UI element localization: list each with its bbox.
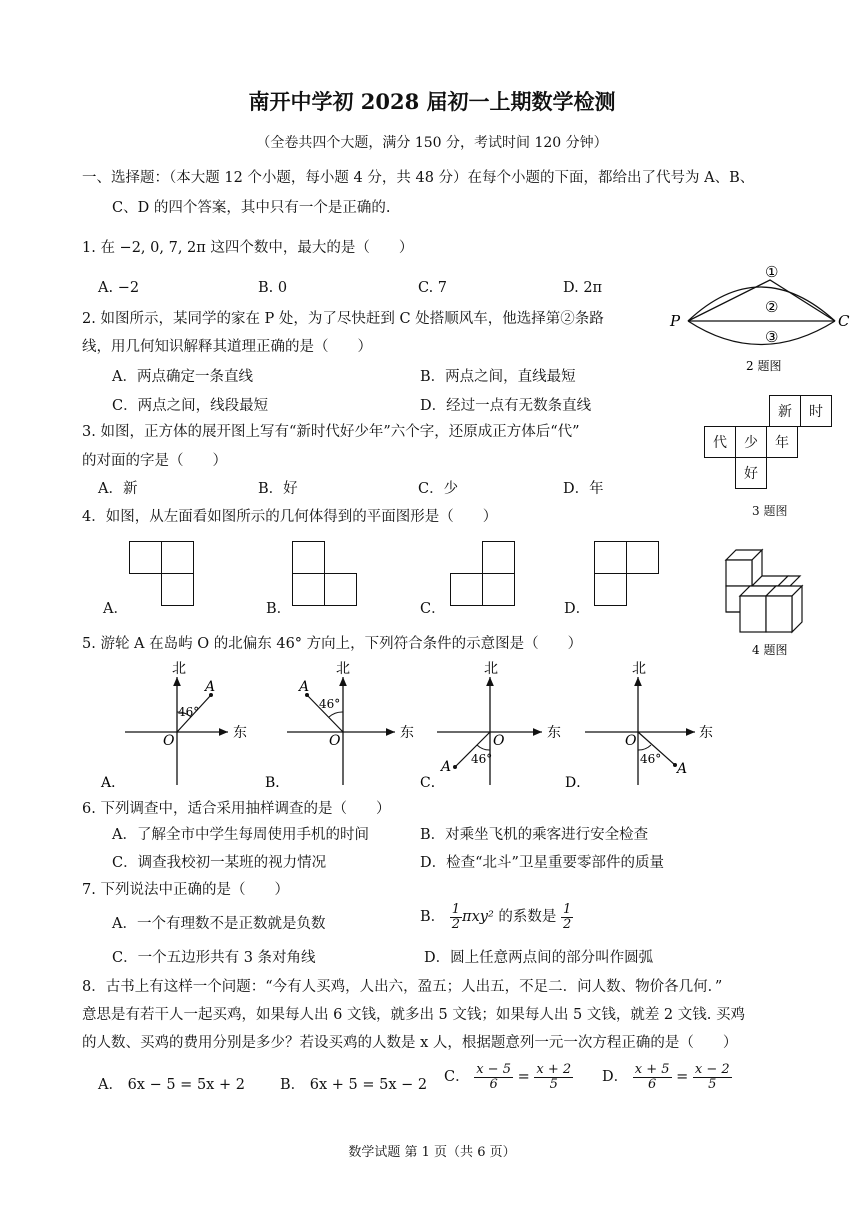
q5-d-north: 北: [632, 661, 646, 677]
q2-route-3-label: ③: [765, 328, 779, 346]
q5-a-east: 东: [233, 725, 247, 741]
q5-c-label: C．: [420, 775, 445, 791]
q5-diagrams: [95, 655, 735, 795]
q5-c-origin: O: [493, 733, 505, 749]
q1-option-b[interactable]: B. 0: [258, 280, 288, 296]
q8-line1: 8．古书上有这样一个问题：“今有人买鸡，人出六，盈五；人出五，不足二．问人数、物价各几何．”: [82, 979, 723, 995]
q8-d-l-num: x + 5: [634, 1062, 670, 1077]
q7-b-frac-num: 1: [451, 902, 461, 917]
q3-option-a[interactable]: A．新: [98, 481, 138, 497]
q8-option-c[interactable]: C． $\frac{x - 5}{6}$ = $\frac{x + 2}{5}$: [444, 1062, 572, 1092]
q8-c-r-num: x + 2: [536, 1062, 572, 1077]
q6-option-a[interactable]: A．了解全市中学生每周使用手机的时间: [112, 827, 369, 843]
q7-option-c[interactable]: C．一个五边形共有 3 条对角线: [112, 950, 316, 966]
q5-stem: 5. 游轮 A 在岛屿 O 的北偏东 46° 方向上，下列符合条件的示意图是（ ）: [82, 636, 583, 652]
q8-d-label: D．: [602, 1069, 629, 1086]
q5-d-east: 东: [699, 725, 713, 741]
q5-option-c[interactable]: [420, 661, 561, 791]
q8-c-label: C．: [444, 1069, 470, 1086]
page-subtitle: （全卷共四个大题，满分 150 分，考试时间 120 分钟）: [256, 135, 608, 151]
net-cell: 代: [704, 426, 736, 458]
q8-line3: 的人数、买鸡的费用分别是多少？若设买鸡的人数是 x 人，根据题意列一元一次方程正确的是（ ）: [82, 1035, 738, 1051]
q5-b-point: A: [299, 679, 310, 695]
q5-a-point: A: [205, 679, 216, 695]
q7-b-ans-num: 1: [562, 902, 572, 917]
q5-b-label: B．: [265, 775, 290, 791]
q3-stem-line1: 3. 如图，正方体的展开图上写有“新时代好少年”六个字，还原成正方体后“代”: [82, 424, 580, 440]
q7-option-b[interactable]: [420, 903, 573, 931]
q2-option-c[interactable]: C．两点之间，线段最短: [112, 398, 269, 414]
q5-a-origin: O: [163, 733, 175, 749]
q2-route-figure: [660, 258, 860, 378]
q2-stem-line2: 线，用几何知识解释其道理正确的是（ ）: [82, 339, 372, 355]
q2-option-a[interactable]: A．两点确定一条直线: [112, 369, 253, 385]
q5-b-angle: 46°: [319, 697, 341, 711]
q2-point-c: C: [838, 312, 850, 330]
q8-option-a[interactable]: A． 6x − 5 = 5x + 2: [98, 1077, 245, 1093]
q4-option-c-label: C．: [420, 601, 446, 617]
q4-option-d-label: D．: [564, 601, 591, 617]
q5-option-a[interactable]: [100, 661, 247, 791]
q4-figure-caption: 4 题图: [752, 643, 788, 657]
q6-option-c[interactable]: C．调查我校初一某班的视力情况: [112, 855, 327, 871]
q1-option-a[interactable]: A. −2: [98, 280, 140, 296]
q4-option-b-label: B．: [266, 601, 292, 617]
q2-route-2-label: ②: [765, 298, 779, 316]
q5-c-point: A: [441, 759, 452, 775]
q2-option-d[interactable]: D．经过一点有无数条直线: [420, 398, 592, 414]
q5-b-east: 东: [400, 725, 414, 741]
q6-option-b[interactable]: B．对乘坐飞机的乘客进行安全检查: [420, 827, 649, 843]
q4-stem: 4．如图，从左面看如图所示的几何体得到的平面图形是（ ）: [82, 509, 498, 525]
q8-option-b[interactable]: B． 6x + 5 = 5x − 2: [280, 1077, 428, 1093]
q5-b-origin: O: [329, 733, 341, 749]
q8-c-l-den: 6: [489, 1076, 498, 1092]
q5-d-point: A: [677, 761, 688, 777]
q8-d-r-num: x − 2: [694, 1062, 730, 1077]
q5-option-d[interactable]: [565, 661, 713, 791]
q7-b-term: πxy²: [462, 909, 494, 926]
q8-d-r-den: 5: [708, 1076, 717, 1092]
q7-option-a[interactable]: A．一个有理数不是正数就是负数: [112, 916, 326, 932]
q6-option-d[interactable]: D．检查“北斗”卫星重要零部件的质量: [420, 855, 664, 871]
q1-option-d[interactable]: D. 2π: [563, 280, 603, 296]
q7-b-mid: 的系数是: [493, 909, 561, 926]
q5-a-north: 北: [172, 661, 186, 677]
q2-figure-caption: 2 题图: [746, 359, 782, 373]
q7-b-ans-den: 2: [562, 916, 572, 932]
q2-option-b[interactable]: B．两点之间，直线最短: [420, 369, 576, 385]
q5-d-origin: O: [625, 733, 637, 749]
q1-option-c[interactable]: C. 7: [418, 280, 448, 296]
net-cell: 时: [800, 395, 832, 427]
section-instructions-line1: 一、选择题：（本大题 12 个小题，每小题 4 分，共 48 分）在每个小题的下面，都给出了代号为 A、B、: [82, 170, 755, 186]
q5-a-label: A．: [101, 775, 126, 791]
page-title: 南开中学初 2028 届初一上期数学检测: [248, 89, 616, 114]
section-instructions-line2: C、D 的四个答案，其中只有一个是正确的.: [112, 200, 391, 216]
q8-c-l-num: x − 5: [476, 1062, 511, 1077]
q4-solid-figure: [718, 540, 813, 665]
q5-a-angle: 46°: [178, 705, 200, 719]
net-cell: 新: [769, 395, 801, 427]
net-cell: 少: [735, 426, 767, 458]
q5-d-angle: 46°: [640, 752, 662, 766]
q3-figure-caption: 3 题图: [752, 504, 788, 518]
q1-stem: 1. 在 −2, 0, 7, 2π 这四个数中，最大的是（ ）: [82, 240, 414, 256]
q3-stem-line2: 的对面的字是（ ）: [82, 453, 227, 469]
q7-option-b-label: B．: [420, 909, 446, 926]
q5-option-b[interactable]: [265, 661, 414, 791]
page-footer: 数学试题 第 1 页（共 6 页）: [348, 1145, 516, 1160]
q7-option-d[interactable]: D．圆上任意两点间的部分叫作圆弧: [424, 950, 654, 966]
q8-option-d[interactable]: D． $\frac{x + 5}{6}$ = $\frac{x - 2}{5}$: [602, 1062, 730, 1092]
q4-option-a-label: A．: [103, 601, 128, 617]
q3-option-c[interactable]: C．少: [418, 481, 459, 497]
q5-c-angle: 46°: [471, 752, 493, 766]
q5-d-label: D．: [565, 775, 591, 791]
net-cell: 年: [766, 426, 798, 458]
q2-stem-line1: 2. 如图所示，某同学的家在 P 处，为了尽快赶到 C 处搭顺风车，他选择第②条路: [82, 311, 604, 327]
q8-line2: 意思是有若干人一起买鸡，如果每人出 6 文钱，就多出 5 文钱；如果每人出 5 文钱，就差 2 文钱. 买鸡: [82, 1007, 745, 1023]
q7-b-frac-den: 2: [451, 916, 461, 932]
q5-c-east: 东: [547, 725, 561, 741]
q2-point-p: P: [670, 312, 681, 330]
q8-c-r-den: 5: [549, 1076, 558, 1092]
q8-d-l-den: 6: [647, 1076, 657, 1092]
q2-route-1-label: ①: [765, 263, 779, 281]
q3-option-d[interactable]: D．年: [563, 481, 604, 497]
q5-b-north: 北: [336, 661, 350, 677]
q6-stem: 6. 下列调查中，适合采用抽样调查的是（ ）: [82, 801, 391, 817]
q3-option-b[interactable]: B．好: [258, 481, 298, 497]
q5-c-north: 北: [484, 661, 498, 677]
q7-stem: 7. 下列说法中正确的是（ ）: [82, 882, 289, 898]
net-cell: 好: [735, 457, 767, 489]
